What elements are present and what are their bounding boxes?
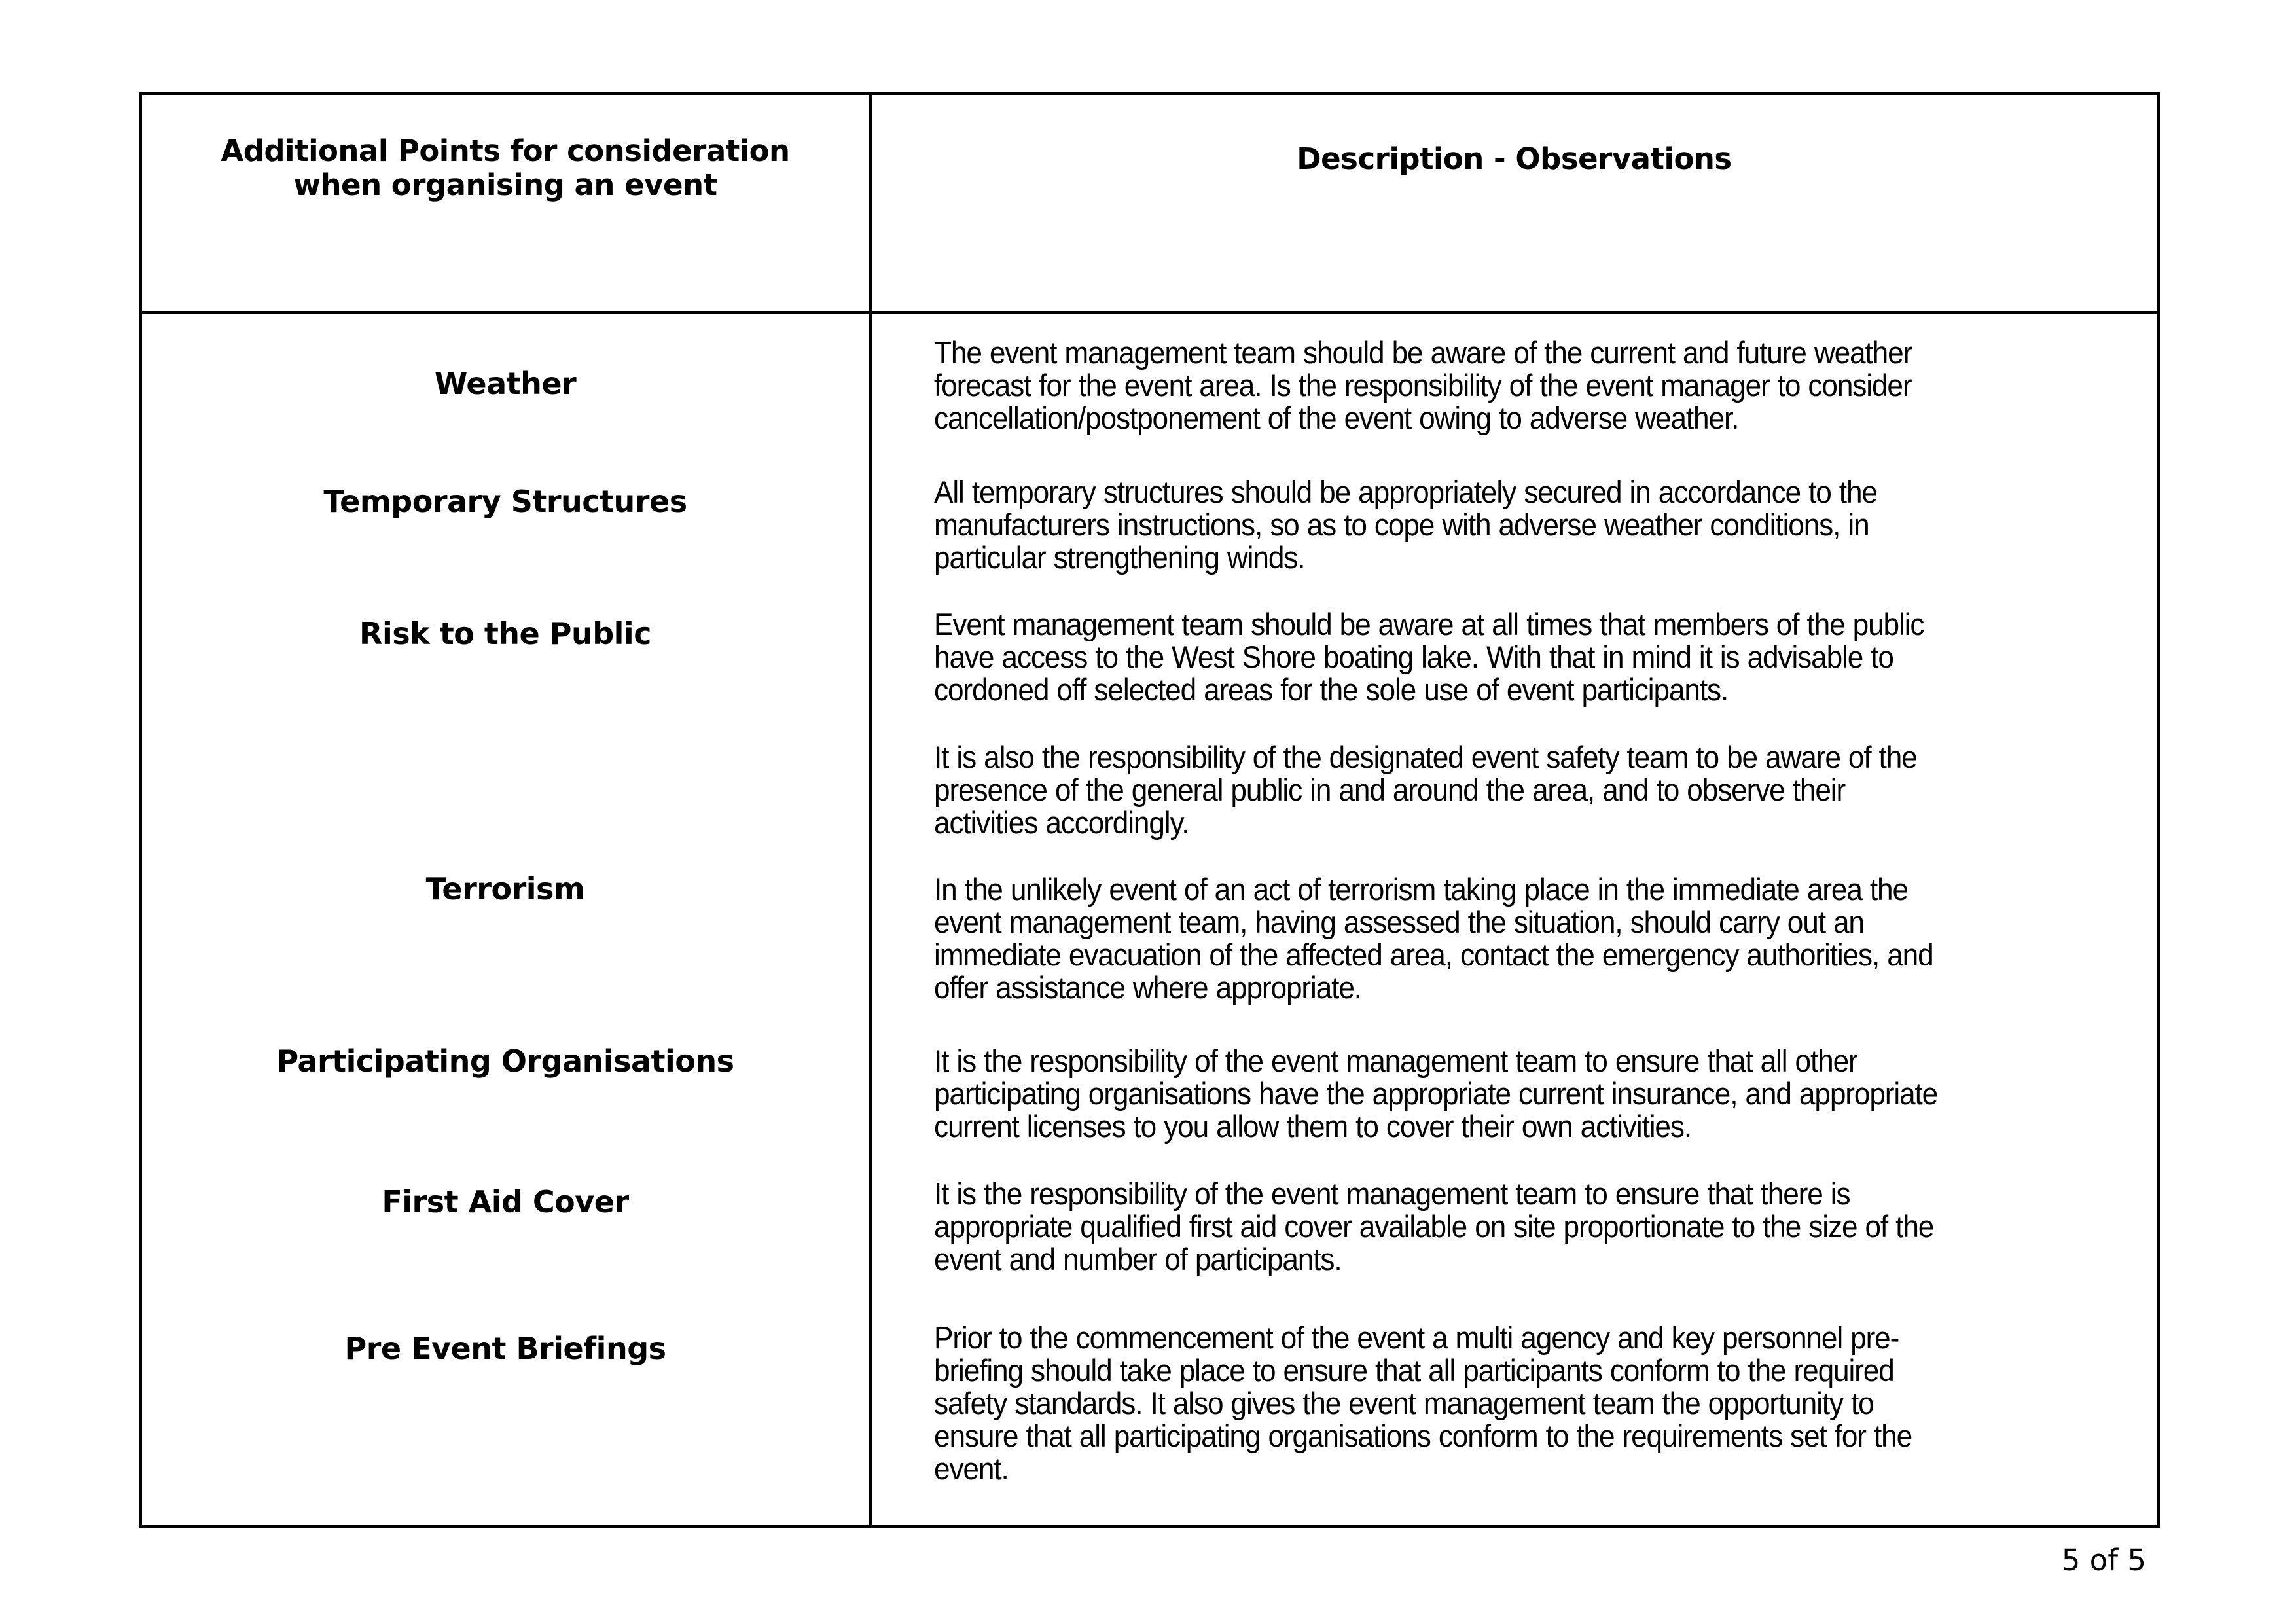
topic-first-aid-cover: First Aid Cover xyxy=(382,1184,629,1219)
description-pre-event-briefings: Prior to the commencement of the event a multi agency and key personnel pre- briefing should take place to ensure that all participants conform to the required safety standards. It also gives the event management team the opportunity to ensure that all participating organisations conform to the requirements set for the event. xyxy=(934,1321,1912,1487)
page-number: 5 of 5 xyxy=(2061,1543,2146,1578)
topic-temporary-structures: Temporary Structures xyxy=(323,484,687,519)
column-header-points-line1: Additional Points for consideration xyxy=(221,134,790,168)
description-participating-organisations: It is the responsibility of the event management team to ensure that all other participating organisations have the appropriate current insurance, and appropriate current licenses to you allow them to cover their own activities. xyxy=(934,1044,1938,1144)
topic-participating-organisations: Participating Organisations xyxy=(276,1043,734,1079)
column-header-points-line2: when organising an event xyxy=(293,168,717,202)
considerations-table xyxy=(139,92,2160,1528)
topic-weather: Weather xyxy=(434,366,577,401)
column-header-description: Description - Observations xyxy=(1297,141,1732,176)
description-temporary-structures: All temporary structures should be appropriately secured in accordance to the manufacturers instructions, so as to cope with adverse weather conditions, in particular strengthening winds. xyxy=(934,475,1877,575)
description-public-awareness: It is also the responsibility of the designated event safety team to be aware of the presence of the general public in and around the area, and to observe their activities accordingly. xyxy=(934,740,1917,840)
topic-risk-to-public: Risk to the Public xyxy=(359,616,651,651)
description-terrorism: In the unlikely event of an act of terrorism taking place in the immediate area the event management team, having assessed the situation, should carry out an immediate evacuation of the affected area, contact the emergency authorities, and offer assistance where appropriate. xyxy=(934,873,1933,1005)
header-divider xyxy=(142,311,2157,314)
description-risk-to-public: Event management team should be aware at all times that members of the public have access to the West Shore boating lake. With that in mind it is advisable to cordoned off selected areas for the sole use of event participants. xyxy=(934,607,1924,708)
column-header-points xyxy=(142,134,869,202)
column-divider xyxy=(869,95,872,1525)
description-first-aid-cover: It is the responsibility of the event management team to ensure that there is appropriate qualified first aid cover available on site proportionate to the size of the event and number of participants. xyxy=(934,1177,1934,1277)
topic-pre-event-briefings: Pre Event Briefings xyxy=(344,1331,666,1366)
topic-terrorism: Terrorism xyxy=(425,871,585,907)
description-weather: The event management team should be aware of the current and future weather forecast for the event area. Is the responsibility of the event manager to consider cancellation/postponement of the event owing to adverse weather. xyxy=(934,336,1912,436)
